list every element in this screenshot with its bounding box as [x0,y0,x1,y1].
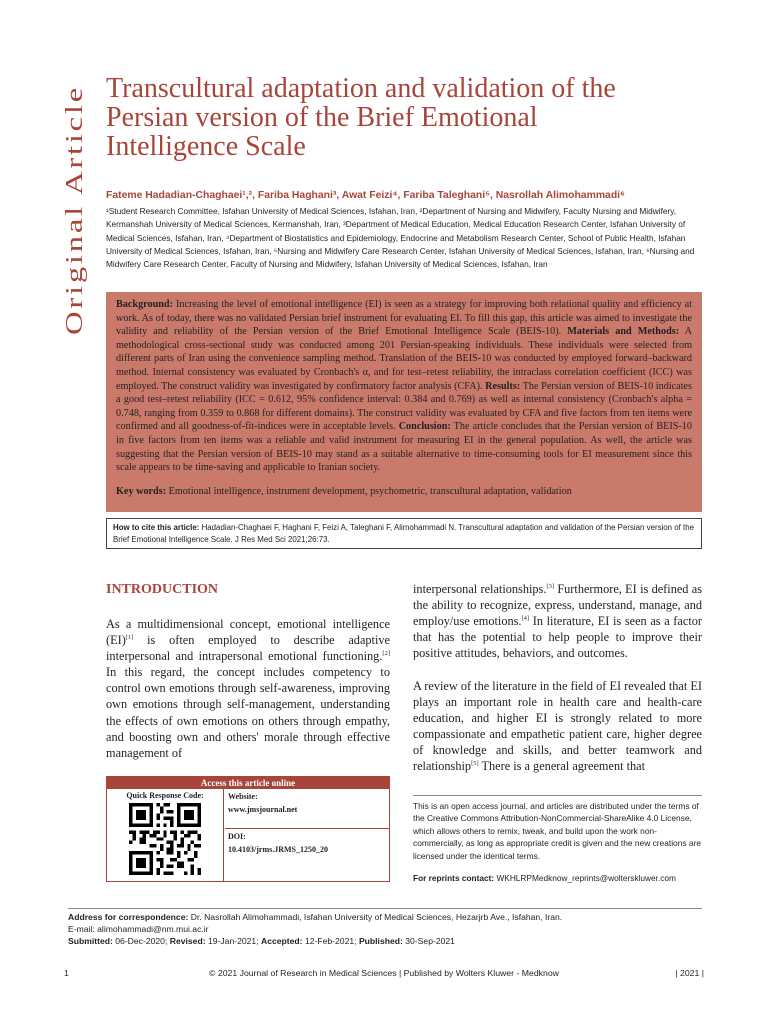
background-label: Background: [116,299,173,310]
background-text: Increasing the level of emotional intelligence (EI) is seen as a strategy for improving both relational quality and efficiency at work. As of today, there was no validated Persian brief instrument for evaluating EI. To fill this gap, this article was aimed to investigate the validity and reliability of the Persian version of the Brief Emotional Intelligence Scale (BEIS-10). [116,299,693,338]
access-online-box [106,776,390,882]
intro-text: As a multidimensional concept, emotional intelligence (EI) [106,617,390,648]
abstract-box [106,292,702,512]
conclusion-text: The article concludes that the Persian version of BEIS-10 in five factors from ten items was a reliable and valid instrument for measuring EI in the general population. As well, the article was suggesting that the Persian version of BEIS-10 may stand as a suitable alternative to time-consuming tools for EI measurement since this scale appears to be time-saving and applicable to Iranian society. [116,421,692,474]
accepted-date: 12-Feb-2021; [304,936,357,947]
published-date: 30-Sep-2021 [405,936,455,947]
doi-row [225,829,389,857]
doi-label: DOI: [228,832,246,841]
keywords-label: Key words: [116,485,167,497]
website-row [225,789,389,829]
intro-text: In this regard, the concept includes competency to control own emotions through self-awareness, improving own emotions through self-management, understanding the effects of own emotions on others through empathy, and boosting own and others' morale through effective management of [106,665,390,760]
accepted-label: Accepted: [261,936,303,947]
article-type-label [56,80,90,340]
intro-right-paragraph-1 [413,581,702,661]
correspondence-text: Dr. Nasrollah Alimohammadi, Isfahan University of Medical Sciences, Hezarjrb Ave., Isfahan, Iran. [190,912,563,922]
revised-date: 19-Jan-2021; [207,936,259,947]
footer-year: | 2021 | [675,968,704,978]
website-label: Website: [228,792,258,801]
citation-box [106,518,702,549]
introduction-heading: INTRODUCTION [106,582,219,597]
revised-label: Revised: [169,936,206,947]
access-info [225,789,389,857]
results-text: The Persian version of BEIS-10 indicates a good test–retest reliability (ICC = 0.612, 95% confidence interval: 0.384 and 0.769) as well as internal consistency (Cronbach's alpha = 0.748, ranging from 0.359 to 0.868 for different domains). The construct validity was evaluated by CFA and five factors from ten items were confirmed and all goodness-of-fit-indices were in acceptable levels. [116,380,693,433]
page-number: 1 [64,968,69,978]
cite-text: Hadadian-Chaghaei F, Haghani F, Feizi A, Taleghani F, Alimohammadi N. Transcultural adaptation and validation of the Persian version of the Brief Emotional Intelligence Scale. J Res Med Sci 2021;26:73. [113,523,695,544]
footer-copyright: © 2021 Journal of Research in Medical Sciences | Published by Wolters Kluwer - Medknow [209,968,559,978]
reprints-label: For reprints contact: [413,873,495,884]
website-link[interactable]: www.jmsjournal.net [228,805,298,814]
submitted-date: 06-Dec-2020; [115,936,168,947]
intro-text: Furthermore, EI is defined as the ability to recognize, express, understand, manage, and employ/use emotions. [413,582,702,629]
ref-link[interactable]: [1] [125,634,134,641]
reprints-contact [413,872,702,884]
correspondence-email[interactable]: E-mail: alimohammadi@nm.mui.ac.ir [68,924,209,935]
intro-text: In literature, EI is seen as a factor that has the potential to help people to improve their positive attitudes, behaviors, and outcomes. [413,614,702,661]
abstract-text [116,298,692,475]
footer-divider [68,908,702,909]
conclusion-label: Conclusion: [398,421,451,433]
methods-text: A methodological cross-sectional study was conducted among 201 Persian-speaking individuals. These individuals were selected from different parts of Iran using the convenience sampling method. Translation of the BEIS-10 was conducted by employed forward–backward method. Internal consistency was evaluated by Cronbach's α, and for test–retest reliability, the intraclass correlation coefficient (ICC) was employed. The construct validity was investigated by confirmatory factor analysis (CFA). [116,326,693,392]
article-type-text: Original Article [62,151,88,335]
qr-label: Quick Response Code: [126,791,204,800]
intro-text: There is a general agreement that [478,759,646,774]
cite-label: How to cite this article: [113,523,200,532]
ref-link[interactable]: [2] [382,650,390,658]
intro-text: is often employed to describe adaptive interpersonal and intrapersonal emotional functioning. [106,633,390,664]
access-header: Access this article online [107,777,389,789]
methods-label: Materials and Methods: [567,326,680,338]
intro-text: interpersonal relationships. [413,582,547,596]
submitted-label: Submitted: [68,936,113,947]
license-notice [413,795,702,884]
affiliations: ¹Student Research Committee, Isfahan University of Medical Sciences, Isfahan, Iran, ²Department of Nursing and Midwifery, Faculty Nursing and Midwifery, Kermanshah University of Medical Sciences, Kermanshah, Iran, ³Department of Medical Education, Medical Education Research Center, Isfahan University of Medical Sciences, Isfahan, Iran, ⁴Department of Biostatistics and Epidemiology, Endocrine and Metabolism Research Center, School of Public Health, Isfahan University of Medical Sciences, Isfahan, Iran, ⁵Nursing and Midwifery Care Research Center, Isfahan University of Medical Sciences, Isfahan, Iran, ⁶Nursing and Midwifery Care Research Center, Faculty of Nursing and Midwifery, Isfahan University of Medical Sciences, Isfahan, Iran [106,206,695,270]
results-label: Results: [485,380,521,392]
intro-left-column [106,616,390,761]
intro-right-paragraph-2 [413,678,702,775]
qr-panel [107,789,224,881]
reprints-email[interactable]: WKHLRPMedknow_reprints@wolterskluwer.com [496,873,676,884]
correspondence-label: Address for correspondence: [68,912,189,922]
keywords-text: Emotional intelligence, instrument development, psychometric, transcultural adaptation, validation [168,485,572,497]
ref-link[interactable]: [3] [546,582,555,590]
ref-link[interactable]: [4] [521,615,530,623]
author-list: Fateme Hadadian-Chaghaei¹,², Fariba Haghani³, Awat Feizi⁴, Fariba Taleghani⁵, Nasrollah Alimohammadi⁶ [106,190,625,201]
ref-link[interactable]: [5] [471,760,479,768]
intro-text: A review of the literature in the field of EI revealed that EI plays an important role in health care and health-care education, and higher EI is strongly related to more compassionate and empathetic patient care, higher degree of knowledge and skills, and better teamwork and relationship [413,679,702,774]
published-label: Published: [358,936,403,947]
keywords [116,485,692,499]
doi-link[interactable]: 10.4103/jrms.JRMS_1250_20 [228,845,328,854]
dates-line [68,935,702,947]
correspondence-block [68,911,702,948]
article-title: Transcultural adaptation and validation of the Persian version of the Brief Emotional Intelligence Scale [106,73,616,162]
qr-code-icon[interactable] [129,803,201,880]
license-text: This is an open access journal, and articles are distributed under the terms of the Creative Commons Attribution-NonCommercial-ShareAlike 4.0 License, which allows others to remix, tweak, and build upon the work non-commercially, as long as appropriate credit is given and the new creations are licensed under the identical terms. [413,801,701,861]
